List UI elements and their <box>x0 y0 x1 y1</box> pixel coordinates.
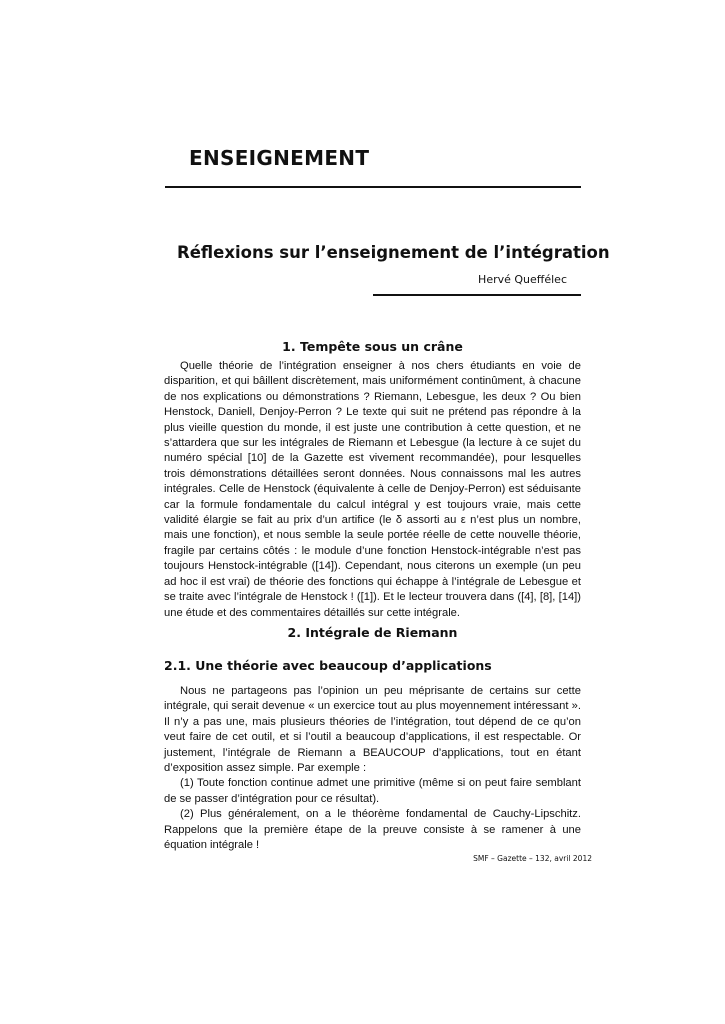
section-heading-1: 1. Tempête sous un crâne <box>282 339 463 354</box>
section-title: ENSEIGNEMENT <box>189 146 370 170</box>
section-divider <box>165 186 581 188</box>
page-footer: SMF – Gazette – 132, avril 2012 <box>473 854 592 863</box>
list-item: (1) Toute fonction continue admet une primitive (même si on peut faire semblant de se passer d’intégration pour ce résultat). <box>164 777 581 805</box>
section-1-body <box>164 359 581 621</box>
list-item: (2) Plus généralement, on a le théorème fondamental de Cauchy-Lipschitz. Rappelons que la première étape de la preuve consiste à se ramener à une équation intégrale ! <box>164 808 581 852</box>
subsection-heading-2-1: 2.1. Une théorie avec beaucoup d’applications <box>164 658 492 673</box>
section-heading-2: 2. Intégrale de Riemann <box>287 625 458 640</box>
author-name: Hervé Queffélec <box>478 273 567 286</box>
section-2-body <box>164 684 581 853</box>
article-title: Réflexions sur l’enseignement de l’intégration <box>177 243 610 262</box>
paragraph: Nous ne partageons pas l’opinion un peu méprisante de certains sur cette intégrale, qui serait devenue « un exercice tout au plus moyennement intéressant ». Il n’y a pas une, mais plusieurs théories de l’intégration, tout dépend de ce qu’on veut faire de cet outil, et si l’outil a beaucoup d’applications, il est respectable. Or justement, l’intégrale de Riemann a BEAUCOUP d’applications, tout en étant d’exposition assez simple. Par exemple : <box>164 685 581 775</box>
paragraph: Quelle théorie de l’intégration enseigner à nos chers étudiants en voie de disparition, et qui bâillent discrètement, mais uniformément continûment, à chacune de nos explications ou démonstrations ? Riemann, Lebesgue, les deux ? Ou bien Henstock, Daniell, Denjoy-Perron ? Le texte qui suit ne prétend pas répondre à la plus vieille question du monde, il est juste une contribution à cette question, et ne s’attardera que sur les intégrales de Riemann et Lebesgue (la lecture à ce sujet du numéro spécial [10] de la Gazette est vivement recommandée), pour lesquelles trois démonstrations détaillées seront données. Nous connaissons mal les autres intégrales. Celle de Henstock (équivalente à celle de Denjoy-Perron) est séduisante car la formule fondamentale du calcul intégral y est toujours vraie, mais cette validité élargie se fait au prix d’un artifice (le δ assorti au ε n’est plus un nombre, mais une fonction), et nous semble la seule portée réelle de cette nouvelle théorie, fragile par certains côtés : le module d’une fonction Henstock-intégrable n’est pas toujours Henstock-intégrable ([14]). Cependant, nous citerons un exemple (un peu ad hoc il est vrai) de théorie des fonctions qui échappe à l’intégrale de Lebesgue et se traite avec l’intégrale de Henstock ! ([1]). Et le lecteur trouvera dans ([4], [8], [14]) une étude et des commentaires détaillés sur cette intégrale. <box>164 360 581 619</box>
author-divider <box>373 294 581 296</box>
